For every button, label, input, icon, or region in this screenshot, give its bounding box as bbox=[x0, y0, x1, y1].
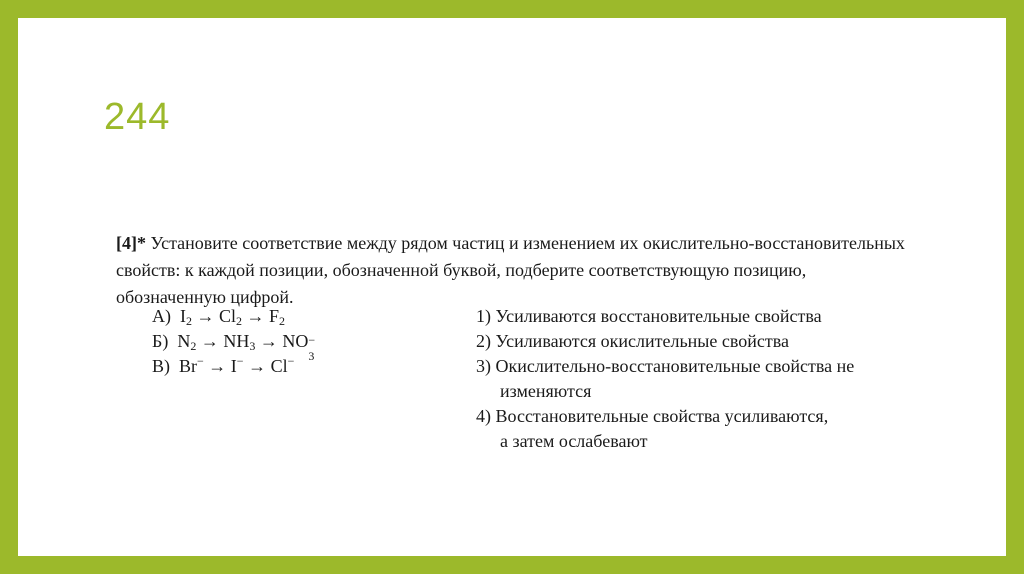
option-2-number: 2) bbox=[476, 331, 491, 351]
task-body: Установите соответствие между рядом частиц и изменением их окислительно-восстановительных свойств: к каждой позиции, обозначенной буквой, подберите соответствующую позицию, обозначенную цифрой. bbox=[116, 233, 905, 307]
option-3 bbox=[476, 356, 854, 377]
item-c-label: В) bbox=[152, 356, 170, 376]
item-c-formula: Br− → I− → Cl− bbox=[174, 354, 295, 376]
option-4-number: 4) bbox=[476, 406, 491, 426]
slide-number: 244 bbox=[104, 96, 171, 138]
slide bbox=[18, 18, 1006, 556]
option-3-text: Окислительно-восстановительные свойства не bbox=[495, 356, 855, 376]
option-2-text: Усиливаются окислительные свойства bbox=[495, 331, 789, 351]
option-4 bbox=[476, 406, 828, 427]
item-a bbox=[152, 306, 285, 327]
option-1-number: 1) bbox=[476, 306, 491, 326]
option-4-continuation: а затем ослабевают bbox=[500, 431, 648, 451]
item-b bbox=[152, 331, 316, 363]
option-2 bbox=[476, 331, 789, 352]
option-1-text: Усиливаются восстановительные свойства bbox=[495, 306, 822, 326]
option-3-number: 3) bbox=[476, 356, 491, 376]
item-b-formula: $N_2 \to NH_3$ → NO − 3 bbox=[172, 331, 316, 363]
item-a-label: А) bbox=[152, 306, 171, 326]
option-4-text: Восстановительные свойства усиливаются, bbox=[495, 406, 829, 426]
item-c bbox=[152, 356, 294, 377]
task-tag: [4]* bbox=[116, 233, 146, 253]
item-b-label: Б) bbox=[152, 331, 169, 351]
option-3-continuation: изменяются bbox=[500, 381, 592, 401]
item-a-formula: $I_2 \to Cl_2 \to F_2$ bbox=[175, 306, 286, 328]
option-1 bbox=[476, 306, 822, 327]
task-text bbox=[116, 230, 916, 311]
